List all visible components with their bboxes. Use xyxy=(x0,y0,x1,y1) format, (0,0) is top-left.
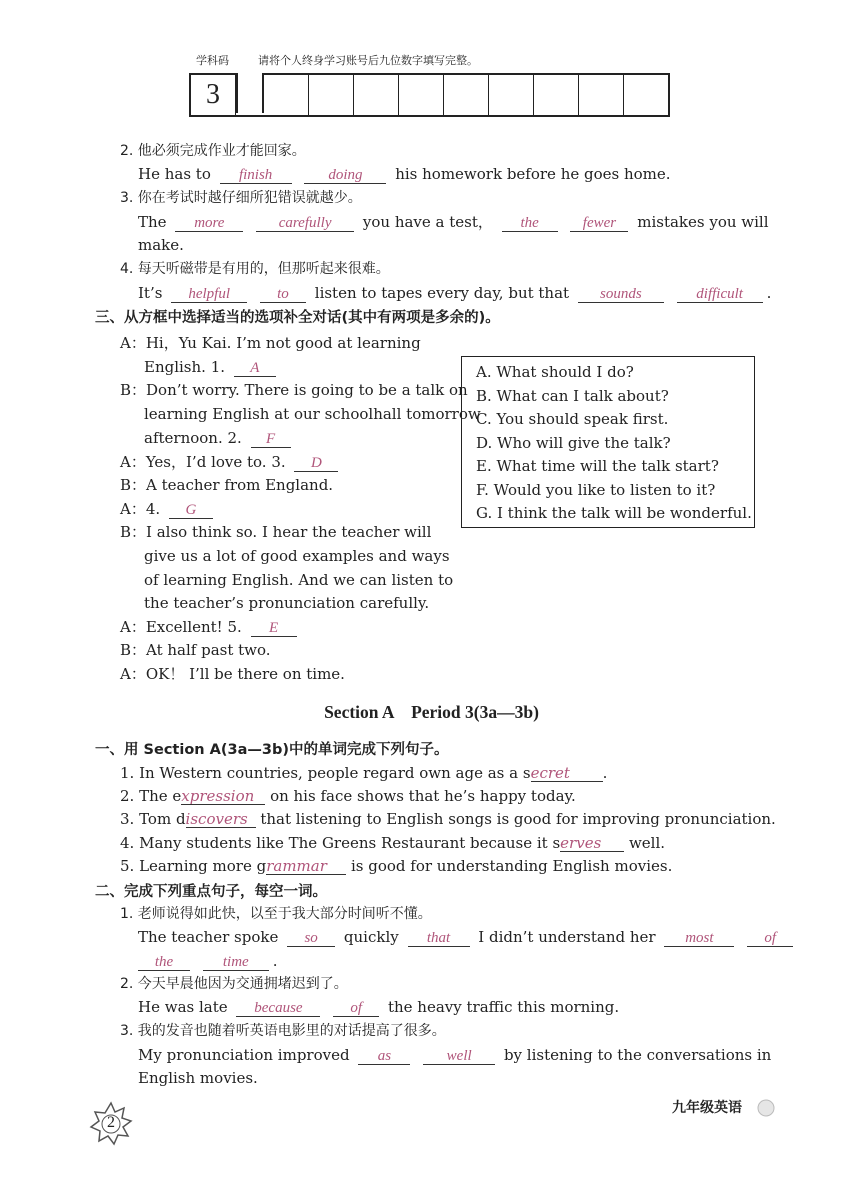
q3-sentence xyxy=(138,211,769,233)
dialogue-line xyxy=(144,427,295,449)
text: 4. Many students like The Greens Restaurant because it s xyxy=(120,834,561,852)
account-number-grid xyxy=(189,73,670,117)
option-a: A. What should I do? xyxy=(476,363,634,381)
text: My pronunciation improved xyxy=(138,1046,350,1064)
dialogue-line xyxy=(120,498,217,520)
q2-sentence xyxy=(138,163,671,185)
text: 2. The e xyxy=(120,787,182,805)
star-burst-icon xyxy=(752,1097,780,1119)
answer-blank[interactable]: as xyxy=(358,1048,410,1065)
answer-blank[interactable]: the xyxy=(502,215,558,232)
account-digit-cell[interactable] xyxy=(354,75,399,115)
answer-blank[interactable]: fewer xyxy=(570,215,628,232)
answer-blank[interactable]: erves xyxy=(560,835,624,852)
account-digit-cell[interactable] xyxy=(399,75,444,115)
dialogue-line: A：OK！ I’ll be there on time. xyxy=(120,665,345,683)
part2-q2-chinese: 2. 今天早晨他因为交通拥堵迟到了。 xyxy=(120,976,348,992)
text: mistakes you will xyxy=(637,213,769,231)
text: quickly xyxy=(343,928,399,946)
answer-blank[interactable]: carefully xyxy=(256,215,354,232)
dialogue-line: B：A teacher from England. xyxy=(120,476,334,494)
q2-chinese: 2. 他必须完成作业才能回家。 xyxy=(120,143,306,159)
account-digit-cell[interactable] xyxy=(534,75,579,115)
answer-blank[interactable]: iscovers xyxy=(186,811,256,828)
answer-blank[interactable]: of xyxy=(333,1000,379,1017)
text: The teacher spoke xyxy=(138,928,279,946)
text: afternoon. 2. xyxy=(144,429,242,447)
page-number: 2 xyxy=(107,1114,115,1131)
text: 1. In Western countries, people regard own age as a s xyxy=(120,764,531,782)
answer-blank[interactable]: G xyxy=(169,502,213,519)
answer-blank[interactable]: xpression xyxy=(181,788,265,805)
subject-code-label: 学科码 xyxy=(196,54,229,67)
decor-star-icon xyxy=(752,1097,780,1119)
text: that listening to English songs is good for improving pronunciation. xyxy=(260,810,776,828)
answer-blank[interactable]: more xyxy=(175,215,243,232)
text: A：Excellent! 5. xyxy=(120,618,242,636)
part2-q1-sentence xyxy=(138,926,797,948)
part2-q1-chinese: 1. 老师说得如此快，以至于我大部分时间听不懂。 xyxy=(120,906,432,922)
option-e: E. What time will the talk start? xyxy=(476,457,719,475)
part2-q3-chinese: 3. 我的发音也随着听英语电影里的对话提高了很多。 xyxy=(120,1023,446,1039)
text: you have a test， xyxy=(362,213,493,231)
text: . xyxy=(272,952,278,970)
dialogue-line xyxy=(120,451,342,473)
text: the heavy traffic this morning. xyxy=(387,998,620,1016)
answer-blank[interactable]: of xyxy=(747,930,793,947)
subject-code-cell: 3 xyxy=(191,75,236,115)
text: The xyxy=(138,213,167,231)
part2-q3-sentence xyxy=(138,1044,771,1066)
text: . xyxy=(602,764,608,782)
account-instruction: 请将个人终身学习账号后九位数字填写完整。 xyxy=(258,54,478,67)
answer-blank[interactable]: so xyxy=(287,930,335,947)
answer-blank[interactable]: ecret xyxy=(531,765,603,782)
part1-heading: 一、用 Section A(3a—3b)中的单词完成下列句子。 xyxy=(95,742,449,758)
answer-blank[interactable]: most xyxy=(664,930,734,947)
dialogue-line: A：Hi，Yu Kai. I’m not good at learning xyxy=(120,334,421,352)
answer-blank[interactable]: that xyxy=(408,930,470,947)
text: A：Yes，I’d love to. 3. xyxy=(120,453,286,471)
answer-blank[interactable]: F xyxy=(251,431,291,448)
answer-blank[interactable]: E xyxy=(251,620,297,637)
answer-blank[interactable]: A xyxy=(234,360,276,377)
text: his homework before he goes home. xyxy=(395,165,671,183)
answer-blank[interactable]: difficult xyxy=(677,286,763,303)
part2-heading: 二、完成下列重点句子，每空一词。 xyxy=(95,884,327,900)
text: well. xyxy=(628,834,666,852)
dialogue-line: of learning English. And we can listen to xyxy=(144,571,454,589)
page-number-badge xyxy=(88,1100,134,1146)
part2-q1-continued xyxy=(138,950,278,972)
dialogue-line: give us a lot of good examples and ways xyxy=(144,547,450,565)
account-digit-cell[interactable] xyxy=(264,75,309,115)
account-digit-cell[interactable] xyxy=(579,75,624,115)
dialogue-line: B：I also think so. I hear the teacher will xyxy=(120,523,432,541)
answer-blank[interactable]: well xyxy=(423,1048,495,1065)
option-f: F. Would you like to listen to it? xyxy=(476,480,716,499)
answer-blank[interactable]: the xyxy=(138,954,190,971)
dialogue-line xyxy=(144,356,280,378)
grade-label: 九年级英语 xyxy=(672,1100,742,1116)
part3-heading: 三、从方框中选择适当的选项补全对话(其中有两项是多余的)。 xyxy=(95,310,500,326)
q4-chinese: 4. 每天听磁带是有用的，但那听起来很难。 xyxy=(120,261,390,277)
account-digit-cell[interactable] xyxy=(444,75,489,115)
dialogue-line xyxy=(120,616,301,638)
text: I didn’t understand her xyxy=(478,928,656,946)
part1-sentence-4 xyxy=(120,832,665,854)
answer-blank[interactable]: rammar xyxy=(266,858,346,875)
text: 5. Learning more g xyxy=(120,857,267,875)
answer-blank[interactable]: because xyxy=(236,1000,320,1017)
q3-continued: make. xyxy=(138,236,184,254)
option-d: D. Who will give the talk? xyxy=(476,433,671,452)
answer-blank[interactable]: finish xyxy=(220,167,292,184)
option-g: G. I think the talk will be wonderful. xyxy=(476,504,752,522)
answer-blank[interactable]: D xyxy=(294,455,338,472)
grid-gap xyxy=(236,73,264,113)
part1-sentence-2 xyxy=(120,785,576,807)
options-box xyxy=(461,356,755,528)
answer-blank[interactable]: helpful xyxy=(171,286,247,303)
q3-chinese: 3. 你在考试时越仔细所犯错误就越少。 xyxy=(120,190,362,206)
text: on his face shows that he’s happy today. xyxy=(270,787,576,805)
part1-sentence-1 xyxy=(120,762,607,784)
part1-sentence-5 xyxy=(120,855,672,877)
dialogue-line: B：Don’t worry. There is going to be a talk on xyxy=(120,381,468,399)
section-title-text: Section A Period 3(3a—3b) xyxy=(324,702,539,722)
answer-blank[interactable]: sounds xyxy=(578,286,664,303)
answer-blank[interactable]: time xyxy=(203,954,269,971)
part2-q2-sentence xyxy=(138,996,619,1018)
text: 3. Tom d xyxy=(120,810,186,828)
q4-sentence xyxy=(138,282,771,304)
dialogue-line: B：At half past two. xyxy=(120,641,271,659)
answer-blank[interactable]: to xyxy=(260,286,306,303)
text: It’s xyxy=(138,284,163,302)
text: A：4. xyxy=(120,500,161,518)
option-c: C. You should speak first. xyxy=(476,410,669,428)
answer-blank[interactable]: doing xyxy=(304,167,386,184)
text: He has to xyxy=(138,165,211,183)
dialogue-line: learning English at our schoolhall tomorrow xyxy=(144,405,481,423)
account-digit-cell[interactable] xyxy=(489,75,534,115)
text: English. 1. xyxy=(144,358,226,376)
text: He was late xyxy=(138,998,228,1016)
text: . xyxy=(766,284,772,302)
section-title xyxy=(0,702,863,723)
account-digit-cell[interactable] xyxy=(624,75,668,115)
part1-sentence-3 xyxy=(120,808,776,830)
text: by listening to the conversations in xyxy=(503,1046,772,1064)
dialogue-line: the teacher’s pronunciation carefully. xyxy=(144,594,430,612)
part2-q3-continued: English movies. xyxy=(138,1069,258,1087)
option-b: B. What can I talk about? xyxy=(476,386,669,405)
text: listen to tapes every day, but that xyxy=(314,284,570,302)
account-digit-cell[interactable] xyxy=(309,75,354,115)
text: is good for understanding English movies. xyxy=(350,857,673,875)
